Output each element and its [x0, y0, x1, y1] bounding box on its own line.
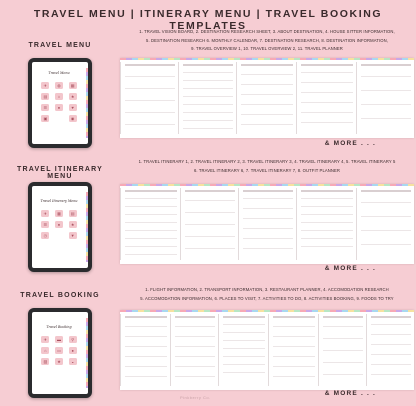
template-page — [238, 188, 297, 260]
screen-title: Travel Itinerary Menu — [40, 199, 78, 203]
color-tabs — [86, 192, 88, 262]
list-icon: ☰ — [41, 221, 49, 228]
template-page — [356, 62, 414, 134]
star-icon: ★ — [55, 358, 63, 365]
heart-icon: ♥ — [69, 104, 77, 111]
template-page — [120, 314, 171, 386]
map-icon: ▤ — [69, 210, 77, 217]
watermark: Pinkberry Co. — [180, 395, 211, 400]
template-page — [236, 62, 297, 134]
calendar-icon: ▦ — [55, 210, 63, 217]
template-page — [296, 62, 357, 134]
home-icon: ⌂ — [55, 93, 63, 100]
template-page — [120, 62, 179, 134]
star-icon: ★ — [69, 221, 77, 228]
fork-icon: ⚲ — [69, 336, 77, 343]
menu-icon-grid — [40, 210, 78, 239]
list-icon: ☰ — [41, 104, 49, 111]
template-list-line: 5. ACCOMODATION INFORMATION, 6. PLACES TO VISIT, 7. ACTIVITIES TO DO, 8. ACTIVITIES BOOKING, 9. FOODS TO TRY — [140, 295, 394, 301]
more-link[interactable]: & MORE . . . — [324, 265, 376, 272]
template-list-line: 6. TRAVEL ITINERARY 6, 7. TRAVEL ITINERARY 7, 8. OUTFIT PLANNER — [193, 167, 341, 173]
plane-icon: ✈ — [41, 210, 49, 217]
map-icon: ▤ — [41, 93, 49, 100]
car-icon: ▬ — [56, 337, 61, 342]
template-list-line: 1. FLIGHT INFORMATION, 2. TRANSPORT INFORMATION, 3. RESTAURANT PLANNER, 4. ACCOMODATION RESEARCH — [145, 287, 389, 292]
template-page — [120, 188, 181, 260]
bed-icon: ▭ — [55, 347, 63, 354]
page-title: TRAVEL MENU | ITINERARY MENU | TRAVEL BOOKING TEMPLATES — [33, 8, 383, 32]
template-page — [170, 314, 219, 386]
color-tab-strip — [120, 184, 414, 186]
color-tabs — [86, 68, 88, 138]
food-icon: ◒ — [69, 358, 77, 365]
pin-icon: ● — [55, 104, 63, 111]
screen-title: Travel Menu — [48, 71, 70, 75]
calendar-icon: ▦ — [69, 82, 77, 89]
menu-icon-grid — [40, 336, 78, 365]
hotel-icon: ⌂ — [41, 347, 49, 354]
globe-icon: ◍ — [55, 82, 63, 89]
template-preview-strip — [120, 58, 414, 138]
section-label: TRAVEL BOOKING — [20, 292, 100, 299]
template-preview-strip — [120, 310, 414, 390]
ticket-icon: ▧ — [41, 358, 49, 365]
tablet-screen — [32, 312, 88, 394]
template-list-line: 5. DESTINATION RESEARCH 6. MONTHLY CALENDAR, 7. DESTINATION RESEARCH, 8. DESTINATION INFORMATION, — [146, 37, 388, 43]
section-label: TRAVEL ITINERARY MENU — [17, 166, 103, 180]
template-list — [122, 28, 412, 54]
star-icon: ★ — [69, 93, 77, 100]
clock-icon: ◷ — [41, 232, 49, 239]
tablet-screen — [32, 62, 88, 144]
template-list — [122, 158, 412, 175]
template-page — [178, 62, 237, 134]
template-list-line: 9. TRAVEL OVERVIEW 1, 10. TRAVEL OVERVIEW 2, 11. TRAVEL PLANNER — [191, 46, 343, 51]
menu-icon-grid — [40, 82, 78, 122]
shirt-icon: ▼ — [69, 232, 77, 239]
template-list-line: 1. TRAVEL ITINERARY 1, 2. TRAVEL ITINERARY 2, 3. TRAVEL ITINERARY 3, 4. TRAVEL ITINERARY 4, 5. TRAVEL ITINERARY 5 — [138, 159, 396, 164]
tablet-screen — [32, 186, 88, 268]
section-label: TRAVEL MENU — [28, 42, 92, 49]
travel-itinerary-section — [0, 158, 416, 278]
color-tabs — [86, 318, 88, 388]
plane-icon: ✈ — [41, 336, 49, 343]
pin-icon: ● — [55, 221, 63, 228]
template-page — [218, 314, 269, 386]
plane-icon: ✈ — [41, 82, 49, 89]
tablet-preview[interactable] — [28, 58, 92, 148]
screen-title: Travel Booking — [46, 325, 72, 329]
template-page — [356, 188, 414, 260]
pin-icon: ● — [69, 347, 77, 354]
more-link[interactable]: & MORE . . . — [324, 390, 376, 397]
travel-menu-section — [0, 28, 416, 148]
template-page — [180, 188, 239, 260]
template-page — [366, 314, 414, 386]
template-list — [122, 286, 412, 303]
tablet-preview[interactable] — [28, 308, 92, 398]
tablet-preview[interactable] — [28, 182, 92, 272]
template-page — [268, 314, 319, 386]
template-list-line: 1. TRAVEL VISION BOARD, 2. DESTINATION RESEARCH SHEET, 3. ABOUT DESTINATION, 4. HOUSE SITTER INFORMATION, — [139, 29, 395, 34]
camera-icon: ◉ — [69, 115, 77, 122]
template-preview-strip — [120, 184, 414, 264]
more-link[interactable]: & MORE . . . — [324, 140, 376, 147]
template-page — [296, 188, 357, 260]
color-tab-strip — [120, 310, 414, 312]
suitcase-icon: ▣ — [41, 115, 49, 122]
color-tab-strip — [120, 58, 414, 60]
travel-booking-section — [0, 286, 416, 406]
template-page — [318, 314, 367, 386]
